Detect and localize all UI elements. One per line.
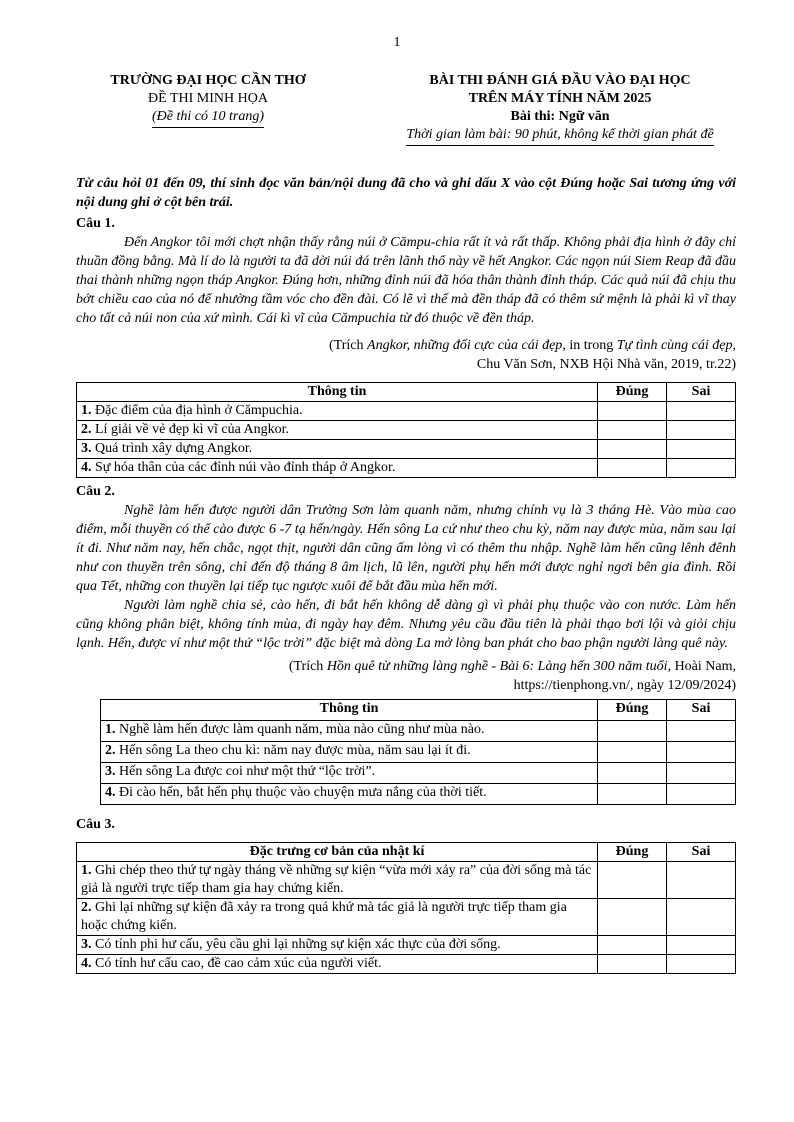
- table-row: [77, 899, 736, 936]
- statement-cell: [77, 440, 598, 459]
- question-1-citation-line2: Chu Văn Sơn, NXB Hội Nhà văn, 2019, tr.22): [476, 357, 736, 372]
- statement-number: 3.: [105, 764, 116, 779]
- statement-number: 1.: [105, 722, 116, 737]
- statement-cell: [101, 721, 598, 742]
- true-answer-cell[interactable]: [598, 899, 667, 936]
- table-row: [101, 763, 736, 784]
- statement-text: Lí giải về vẻ đẹp kì vĩ của Angkor.: [95, 422, 290, 437]
- table-row: [77, 936, 736, 955]
- statement-number: 2.: [81, 422, 92, 437]
- true-answer-cell[interactable]: [598, 421, 667, 440]
- statement-cell: [77, 459, 598, 478]
- statement-number: 2.: [81, 900, 92, 915]
- statement-number: 3.: [81, 441, 92, 456]
- statement-text: Có tính hư cấu cao, đề cao cảm xúc của người viết.: [95, 956, 382, 971]
- statement-cell: [77, 402, 598, 421]
- exam-title-line2: TRÊN MÁY TÍNH NĂM 2025: [468, 91, 652, 106]
- col-header-true: Đúng: [598, 700, 667, 721]
- col-header-info: Thông tin: [101, 700, 598, 721]
- table-row: [77, 440, 736, 459]
- table-row: [101, 784, 736, 805]
- question-2-paragraph-1: Nghề làm hến được người dân Trường Sơn làm quanh năm, nhưng chính vụ là 3 tháng Hè. Vào mùa cao điểm, mỗi thuyền có thể cào được 6 -7 tạ hến/ngày. Hến sông La cứ như theo chu kỳ, năm nay được mùa, năm sau lại ít đi. Như năm nay, hến chắc, ngọt thịt, người dân cũng ấm lòng vì có thêm thu nhập. Nghề làm hến cũng lênh đênh như con thuyền trên sông, chỉ đến độ tháng 8 âm lịch, lũ lên, người phụ hến mới được nghỉ ngơi bên gia đình. Rồi qua Tết, những con thuyền lại tiếp tục ngược xuôi để bắt đầu mùa hến mới.: [76, 503, 736, 594]
- statement-number: 1.: [81, 863, 92, 878]
- statement-cell: [77, 955, 598, 974]
- statement-cell: [77, 862, 598, 899]
- statement-cell: [101, 763, 598, 784]
- question-1-table: [76, 382, 736, 478]
- true-answer-cell[interactable]: [598, 402, 667, 421]
- statement-text: Ghi chép theo thứ tự ngày tháng về những sự kiện “vừa mới xảy ra” của đời sống mà tác giả là người trực tiếp tham gia hay chứng kiến.: [81, 863, 592, 896]
- page-number: 1: [393, 35, 401, 50]
- true-answer-cell[interactable]: [598, 955, 667, 974]
- table-row: [77, 459, 736, 478]
- question-2-table: [100, 699, 736, 805]
- question-3-table: [76, 842, 736, 974]
- cite-title: Hồn quê từ những làng nghề - Bài 6: Làng hến 300 năm tuổi: [326, 659, 668, 674]
- true-answer-cell[interactable]: [598, 936, 667, 955]
- false-answer-cell[interactable]: [667, 459, 736, 478]
- true-answer-cell[interactable]: [598, 862, 667, 899]
- table-row: [101, 721, 736, 742]
- exam-content: [76, 174, 736, 974]
- table-row: [77, 421, 736, 440]
- cite-text: (Trích: [329, 338, 368, 353]
- statement-text: Quá trình xây dựng Angkor.: [95, 441, 253, 456]
- cite-text: ,: [732, 338, 736, 353]
- statement-text: Có tính phi hư cấu, yêu cầu ghi lại những sự kiện xác thực của đời sống.: [95, 937, 501, 952]
- question-1-citation: [76, 336, 736, 355]
- statement-text: Đặc điểm của địa hình ở Cămpuchia.: [95, 403, 303, 418]
- col-header-true: Đúng: [598, 843, 667, 862]
- statement-number: 4.: [81, 460, 92, 475]
- exam-title-line1: BÀI THI ĐÁNH GIÁ ĐẦU VÀO ĐẠI HỌC: [429, 73, 691, 88]
- col-header-false: Sai: [667, 700, 736, 721]
- statement-text: Ghi lại những sự kiện đã xảy ra trong quá khứ mà tác giả là người trực tiếp tham gia hoặc chứng kiến.: [81, 900, 567, 933]
- question-2-citation-line2: https://tienphong.vn/, ngày 12/09/2024): [513, 678, 736, 693]
- statement-text: Sự hóa thân của các đỉnh núi vào đỉnh tháp ở Angkor.: [95, 460, 396, 475]
- false-answer-cell[interactable]: [667, 862, 736, 899]
- instruction: Từ câu hỏi 01 đến 09, thí sinh đọc văn bản/nội dung đã cho và ghi dấu X vào cột Đúng hoặc Sai tương ứng với nội dung ghi ở cột bên trái.: [76, 176, 736, 210]
- true-answer-cell[interactable]: [598, 721, 667, 742]
- statement-number: 1.: [81, 403, 92, 418]
- question-2-paragraph-2: Người làm nghề chia sẻ, cào hến, đi bắt hến không dễ dàng gì vì phải phụ thuộc vào con nước. Làm hến cũng không phân biệt, không tính mùa, đi ngày hay đêm. Nhưng yêu cầu đầu tiên là phải thạo bơi lội và giỏi chịu lạnh. Hến, được ví như một thứ “lộc trời” đặc biệt mà dòng La mở lòng ban phát cho bao phận người làng quê này.: [76, 598, 736, 651]
- false-answer-cell[interactable]: [667, 440, 736, 459]
- statement-cell: [101, 784, 598, 805]
- false-answer-cell[interactable]: [667, 955, 736, 974]
- true-answer-cell[interactable]: [598, 784, 667, 805]
- statement-cell: [101, 742, 598, 763]
- cite-title: Angkor, những đối cực của cái đẹp: [367, 338, 563, 353]
- question-1-passage: Đến Angkor tôi mới chợt nhận thấy rằng núi ở Cămpu-chia rất ít và rất thấp. Không phải địa hình ở đây chỉ thuần đồng bằng. Mà lí do là người ta đã dời núi đá trên lãnh thổ này về hết Angkor. Các ngọn núi Siem Reap đã đầu thai thành những ngọn tháp Angkor. Đúng hơn, những đỉnh núi đã hóa thân thành đỉnh tháp. Các quả núi đã chịu thu bớt chiều cao của nó để nhường tầm vóc cho đền đài. Có lẽ vì thế mà đền tháp đã có thêm sứ mệnh là phải kì vĩ thay cho tất cả núi non của xứ mình. Cái kì vĩ của Cămpuchia từ đó thuộc về đền tháp.: [76, 235, 736, 326]
- statement-cell: [77, 899, 598, 936]
- question-1-label: Câu 1.: [76, 216, 115, 231]
- question-3-label: Câu 3.: [76, 817, 115, 832]
- false-answer-cell[interactable]: [667, 721, 736, 742]
- page-count: (Đề thi có 10 trang): [152, 108, 264, 128]
- table-row: [77, 402, 736, 421]
- false-answer-cell[interactable]: [667, 763, 736, 784]
- table-row: [77, 955, 736, 974]
- cite-text: , Hoài Nam,: [667, 659, 736, 674]
- header-right: [360, 72, 760, 146]
- true-answer-cell[interactable]: [598, 440, 667, 459]
- statement-number: 4.: [105, 785, 116, 800]
- statement-number: 4.: [81, 956, 92, 971]
- false-answer-cell[interactable]: [667, 402, 736, 421]
- statement-text: Nghề làm hến được làm quanh năm, mùa nào cũng như mùa nào.: [119, 722, 485, 737]
- col-header-false: Sai: [667, 843, 736, 862]
- false-answer-cell[interactable]: [667, 936, 736, 955]
- col-header-true: Đúng: [598, 383, 667, 402]
- false-answer-cell[interactable]: [667, 899, 736, 936]
- statement-text: Hến sông La theo chu kì: năm nay được mùa, năm sau lại ít đi.: [119, 743, 471, 758]
- statement-number: 3.: [81, 937, 92, 952]
- col-header-info: Thông tin: [77, 383, 598, 402]
- question-2-citation: [76, 657, 736, 676]
- school-name: TRƯỜNG ĐẠI HỌC CẦN THƠ: [110, 73, 306, 88]
- statement-text: Hến sông La được coi như một thứ “lộc trời”.: [119, 764, 376, 779]
- statement-text: Đi cào hến, bắt hến phụ thuộc vào chuyện mưa nắng của thời tiết.: [119, 785, 487, 800]
- true-answer-cell[interactable]: [598, 742, 667, 763]
- statement-number: 2.: [105, 743, 116, 758]
- true-answer-cell[interactable]: [598, 763, 667, 784]
- exam-type: ĐỀ THI MINH HỌA: [148, 91, 268, 106]
- cite-text: (Trích: [288, 659, 327, 674]
- exam-time: Thời gian làm bài: 90 phút, không kể thời gian phát đề: [406, 126, 713, 146]
- cite-text: , in trong: [562, 338, 617, 353]
- exam-subject: Bài thi: Ngữ văn: [510, 109, 610, 124]
- false-answer-cell[interactable]: [667, 784, 736, 805]
- question-2-label: Câu 2.: [76, 484, 115, 499]
- false-answer-cell[interactable]: [667, 421, 736, 440]
- false-answer-cell[interactable]: [667, 742, 736, 763]
- statement-cell: [77, 936, 598, 955]
- col-header-false: Sai: [667, 383, 736, 402]
- table-row: [77, 862, 736, 899]
- col-header-diary: Đặc trưng cơ bản của nhật kí: [77, 843, 598, 862]
- header-left: [78, 72, 338, 128]
- cite-book: Tự tình cùng cái đẹp: [616, 338, 733, 353]
- true-answer-cell[interactable]: [598, 459, 667, 478]
- statement-cell: [77, 421, 598, 440]
- table-row: [101, 742, 736, 763]
